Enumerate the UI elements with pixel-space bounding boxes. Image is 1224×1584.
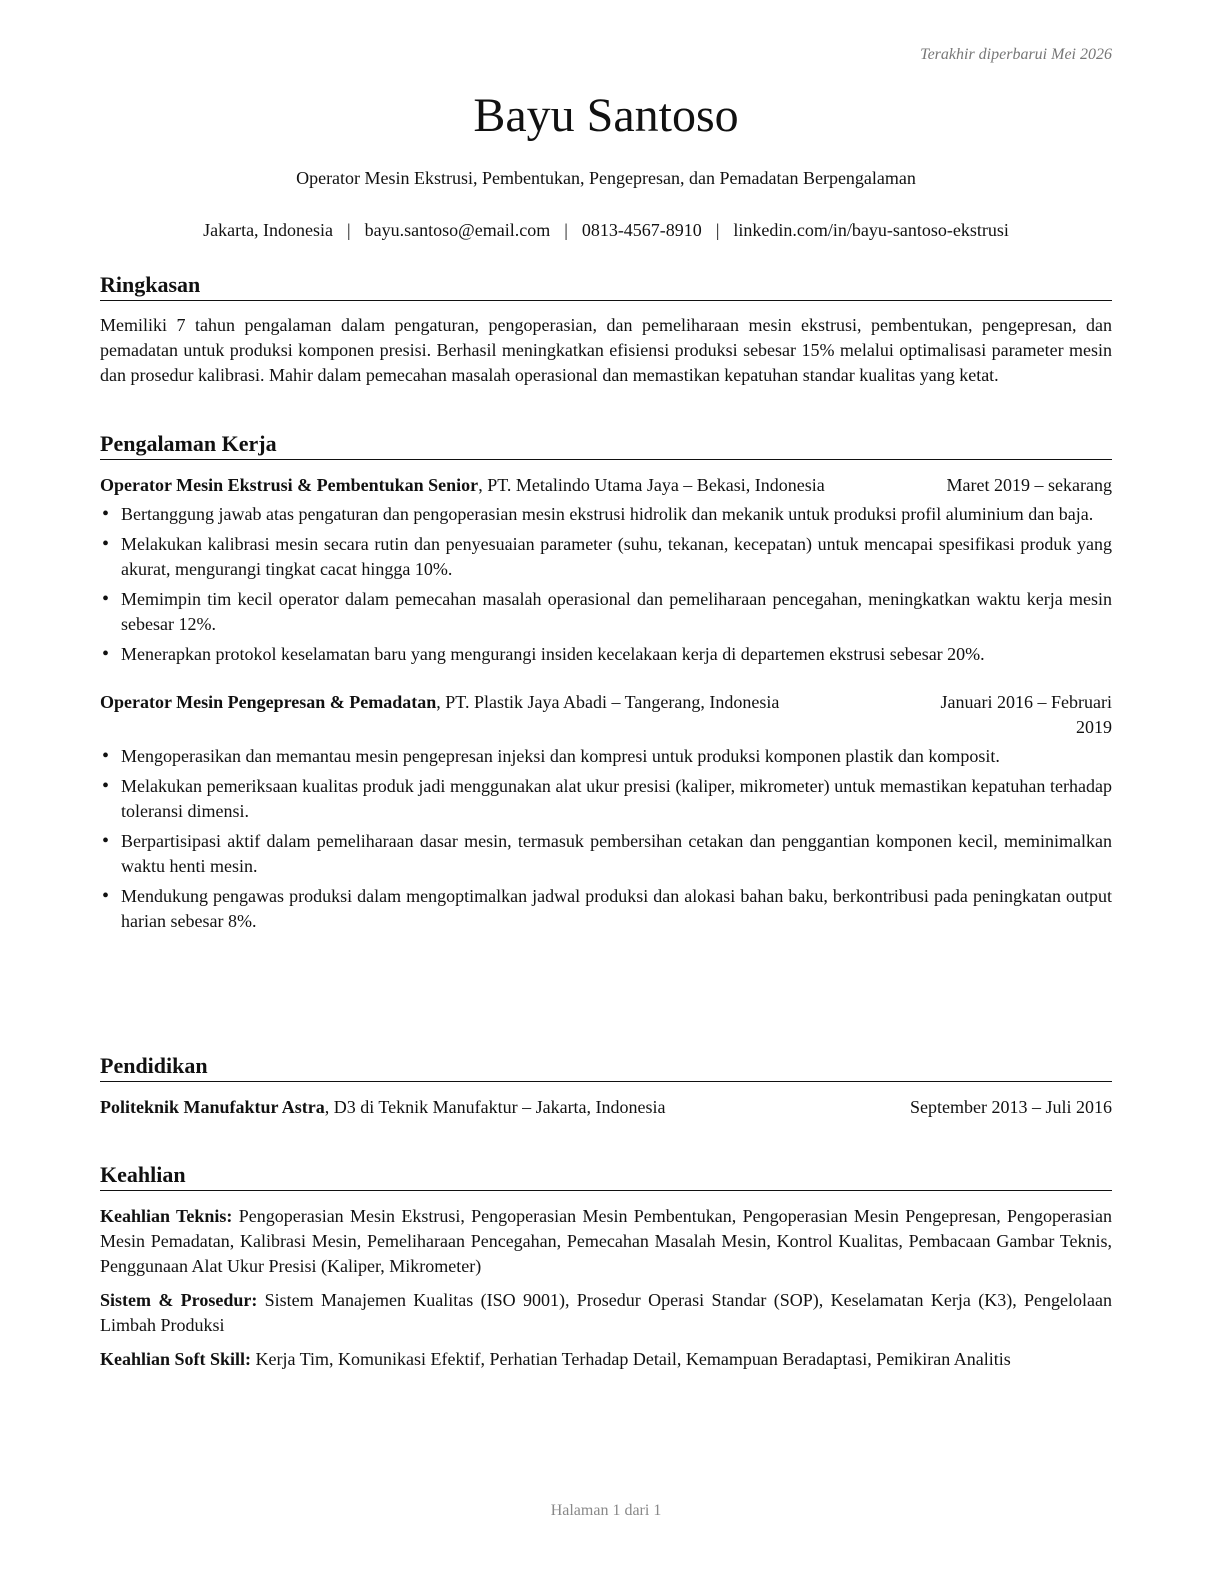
- job-dates: Januari 2016 – Februari 2019: [940, 692, 1112, 737]
- job-bullet: • Melakukan pemeriksaan kualitas produk jadi menggunakan alat ukur presisi (kaliper, mikrometer) untuk memastikan kepatuhan terhadap toleransi dimensi.: [100, 774, 1112, 824]
- resume-page: [100, 0, 1112, 1584]
- experience-section: [100, 430, 1112, 939]
- contact-linkedin[interactable]: linkedin.com/in/bayu-santoso-ekstrusi: [733, 220, 1009, 240]
- contact-line: [100, 220, 1112, 241]
- contact-phone: 0813-4567-8910: [581, 220, 702, 240]
- section-heading: Pendidikan: [100, 1052, 1112, 1082]
- tagline: Operator Mesin Ekstrusi, Pembentukan, Pengepresan, dan Pemadatan Berpengalaman: [296, 168, 916, 188]
- skill-text: Kerja Tim, Komunikasi Efektif, Perhatian Terhadap Detail, Kemampuan Beradaptasi, Pemikiran Analitis: [251, 1349, 1011, 1369]
- education-line: [100, 1095, 856, 1120]
- school-name: Politeknik Manufaktur Astra: [100, 1097, 325, 1117]
- job-entry: [100, 473, 1112, 667]
- job-entry: [100, 690, 1112, 934]
- skill-label: Sistem & Prosedur:: [100, 1290, 258, 1310]
- skill-group: [100, 1288, 1112, 1338]
- skill-group: [100, 1204, 1112, 1279]
- job-header: [100, 690, 1112, 740]
- section-heading: Keahlian: [100, 1161, 1112, 1191]
- contact-separator: |: [347, 220, 351, 240]
- skill-label: Keahlian Soft Skill:: [100, 1349, 252, 1369]
- job-bullet: • Bertanggung jawab atas pengaturan dan pengoperasian mesin ekstrusi hidrolik dan mekanik untuk produksi profil aluminium dan baja.: [100, 502, 1112, 527]
- section-heading: Ringkasan: [100, 271, 1112, 301]
- summary-text: Memiliki 7 tahun pengalaman dalam pengaturan, pengoperasian, dan pemeliharaan mesin ekstrusi, pembentukan, pengepresan, dan pemadatan untuk produksi komponen presisi. Berhasil meningkatkan efisiensi produksi sebesar 15% melalui optimalisasi parameter mesin dan prosedur kalibrasi. Mahir dalam pemecahan masalah operasional dan memastikan kepatuhan standar kualitas yang ketat.: [100, 315, 1112, 385]
- contact-email[interactable]: bayu.santoso@email.com: [364, 220, 551, 240]
- contact-separator: |: [564, 220, 568, 240]
- job-dates: Maret 2019 – sekarang: [946, 475, 1112, 495]
- skill-text: Pengoperasian Mesin Ekstrusi, Pengoperasian Mesin Pembentukan, Pengoperasian Mesin Pengepresan, Pengoperasian Mesin Pemadatan, Kalibrasi Mesin, Pemeliharaan Pencegahan, Pemecahan Masalah Mesin, Kontrol Kualitas, Pembacaan Gambar Teknis, Penggunaan Alat Ukur Presisi (Kaliper, Mikrometer): [100, 1206, 1112, 1276]
- job-bullet: • Berpartisipasi aktif dalam pemeliharaan dasar mesin, termasuk pembersihan cetakan dan penggantian komponen kecil, meminimalkan waktu henti mesin.: [100, 829, 1112, 879]
- job-company: , PT. Plastik Jaya Abadi – Tangerang, Indonesia: [436, 692, 780, 712]
- job-header: [100, 473, 1112, 498]
- job-title-line: [100, 690, 916, 715]
- last-updated: Terakhir diperbarui Mei 2026: [920, 46, 1112, 63]
- job-bullet: • Mendukung pengawas produksi dalam mengoptimalkan jadwal produksi dan alokasi bahan baku, berkontribusi pada peningkatan output harian sebesar 8%.: [100, 884, 1112, 934]
- skills-list: [100, 1204, 1112, 1372]
- job-bullet: • Melakukan kalibrasi mesin secara rutin dan penyesuaian parameter (suhu, tekanan, kecepatan) untuk mencapai spesifikasi produk yang akurat, mengurangi tingkat cacat hingga 10%.: [100, 532, 1112, 582]
- job-title-line: [100, 473, 931, 498]
- education-detail: , D3 di Teknik Manufaktur – Jakarta, Indonesia: [324, 1097, 666, 1117]
- skills-section: [100, 1161, 1112, 1381]
- job-bullet: • Mengoperasikan dan memantau mesin pengepresan injeksi dan kompresi untuk produksi komponen plastik dan komposit.: [100, 744, 1112, 769]
- education-entry: [100, 1095, 1112, 1120]
- job-bullets: [100, 502, 1112, 667]
- job-bullet: • Memimpin tim kecil operator dalam pemecahan masalah operasional dan pemeliharaan pencegahan, meningkatkan waktu kerja mesin sebesar 12%.: [100, 587, 1112, 637]
- job-bullet: • Menerapkan protokol keselamatan baru yang mengurangi insiden kecelakaan kerja di departemen ekstrusi sebesar 20%.: [100, 642, 1112, 667]
- education-section: [100, 1052, 1112, 1120]
- candidate-name: Bayu Santoso: [473, 89, 739, 142]
- job-title: Operator Mesin Pengepresan & Pemadatan: [100, 692, 437, 712]
- summary-section: [100, 271, 1112, 388]
- section-heading: Pengalaman Kerja: [100, 430, 1112, 460]
- job-company: , PT. Metalindo Utama Jaya – Bekasi, Indonesia: [478, 475, 825, 495]
- contact-separator: |: [715, 220, 720, 240]
- skill-text: Sistem Manajemen Kualitas (ISO 9001), Prosedur Operasi Standar (SOP), Keselamatan Kerja (K3), Pengelolaan Limbah Produksi: [100, 1290, 1112, 1335]
- skill-label: Keahlian Teknis:: [100, 1206, 233, 1226]
- education-dates: September 2013 – Juli 2016: [910, 1097, 1112, 1117]
- page-number: Halaman 1 dari 1: [550, 1502, 662, 1519]
- job-title: Operator Mesin Ekstrusi & Pembentukan Senior: [100, 475, 479, 495]
- contact-location: Jakarta, Indonesia: [203, 220, 334, 240]
- job-bullets: [100, 744, 1112, 934]
- skill-group: [100, 1347, 1112, 1372]
